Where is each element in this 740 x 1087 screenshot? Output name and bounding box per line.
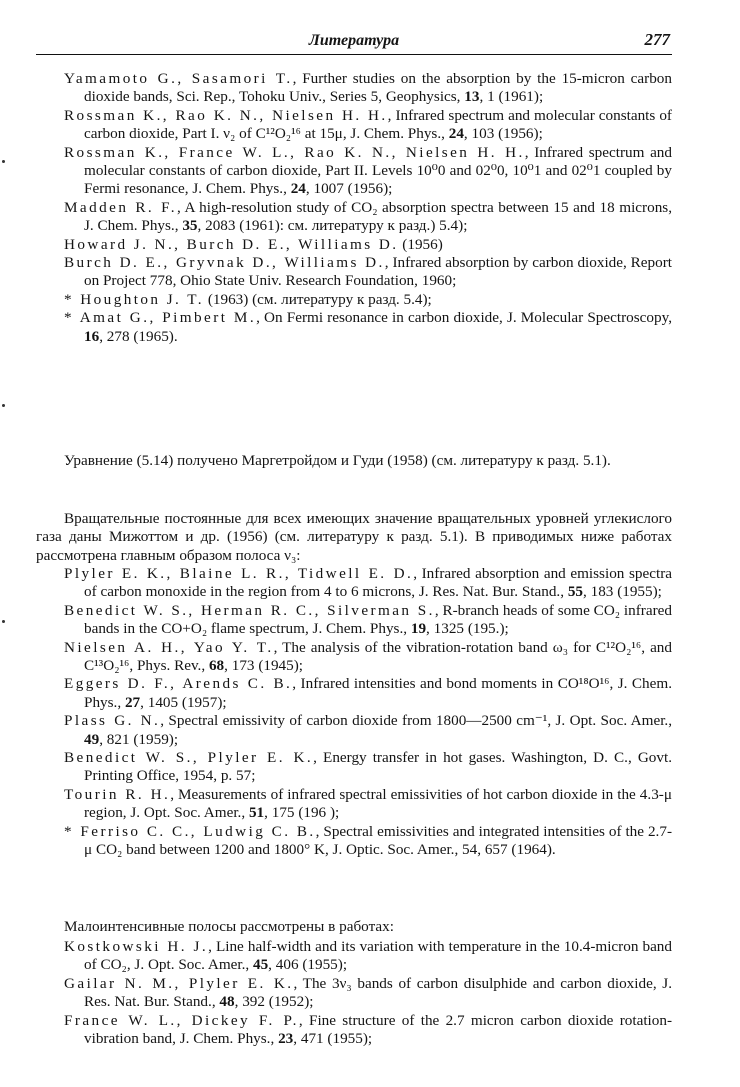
reference-item: Plass G. N., Spectral emissivity of carbon dioxide from 1800—2500 cm⁻¹, J. Opt. Soc. Amer., 49, 821 (1959); [64,712,673,748]
reference-item: Yamamoto G., Sasamori T., Further studies on the absorption by the 15-micron carbon dioxide bands, Sci. Rep., Tohoku Univ., Series 5, Geophysics, 13, 1 (1961); [64,70,672,106]
reference-item: * Amat G., Pimbert M., On Fermi resonance in carbon dioxide, J. Molecular Spectroscopy, 16, 278 (1965). [64,309,672,345]
reference-item: Gailar N. M., Plyler E. K., The 3ν₃ bands of carbon disulphide and carbon dioxide, J. Res. Nat. Bur. Stand., 48, 392 (1952); [64,974,672,1011]
reference-item: Tourin R. H., Measurements of infrared spectral emissivities of hot carbon dioxide in the 4.3-μ region, J. Opt. Soc. Amer., 51, 175 (196 ); [64,785,672,822]
reference-list-c [64,938,672,1048]
reference-item: Howard J. N., Burch D. E., Williams D. (1956) [64,235,443,253]
margin-dot [2,620,5,623]
margin-dot [2,404,5,407]
running-title: Литература [308,32,400,49]
reference-item: Benedict W. S., Plyler E. K., Energy transfer in hot gases. Washington, D. C., Govt. Printing Office, 1954, p. 57; [64,749,673,785]
reference-item: Kostkowski H. J., Line half-width and its variation with temperature in the 10.4-micron band of CO₂, J. Opt. Soc. Amer., 45, 406 (1955); [64,938,672,974]
reference-list-b [64,565,672,860]
reference-item: Rossman K., Rao K. N., Nielsen H. H., Infrared spectrum and molecular constants of carbon dioxide, Part I. ν₂ of C¹²O₂¹⁶ at 15μ, J. Chem. Phys., 24, 103 (1956); [64,106,672,143]
reference-list-a [64,70,672,346]
reference-item: * Houghton J. T. (1963) (см. литературу к разд. 5.4); [64,290,432,308]
body-paragraph: Малоинтенсивные полосы рассмотрены в работах: [64,918,394,935]
reference-item: Nielsen A. H., Yao Y. T., The analysis of the vibration-rotation band ω₃ for C¹²O₂¹⁶, and C¹³O₂¹⁶, Phys. Rev., 68, 173 (1945); [64,638,672,675]
reference-item: Burch D. E., Gryvnak D., Williams D., Infrared absorption by carbon dioxide, Report on Project 778, Ohio State Univ. Research Foundation, 1960; [64,254,672,290]
body-paragraph: Уравнение (5.14) получено Маргетройдом и Гуди (1958) (см. литературу к разд. 5.1). [64,452,611,469]
margin-dot [2,160,5,163]
reference-item: France W. L., Dickey F. P., Fine structure of the 2.7 micron carbon dioxide rotation-vibration band, J. Chem. Phys., 23, 471 (1955); [64,1011,673,1048]
reference-item: Eggers D. F., Arends C. B., Infrared intensities and bond moments in CO¹⁸O¹⁶, J. Chem. Phys., 27, 1405 (1957); [64,675,672,711]
reference-item: Rossman K., France W. L., Rao K. N., Nielsen H. H., Infrared spectrum and molecular constants of carbon dioxide, Part II. Levels 10⁰0 and 02⁰0, 10⁰1 and 02⁰1 coupled by Fermi resonance, J. Chem. Phys., 24, 1007 (1956); [64,143,672,198]
running-header [36,30,672,55]
reference-item: Madden R. F., A high-resolution study of CO₂ absorption spectra between 15 and 18 microns, J. Chem. Phys., 35, 2083 (1961): см. литературу к разд.) 5.4); [64,198,673,235]
body-paragraph: Вращательные постоянные для всех имеющих значение вращательных уровней углекислого газа даны Мижоттом и др. (1956) (см. литературу к разд. 5.1). В приводимых ниже работах рассмотрена главным образом полоса ν₃: [36,510,672,564]
reference-item: Plyler E. K., Blaine L. R., Tidwell E. D., Infrared absorption and emission spectra of carbon monoxide in the region from 4 to 6 microns, J. Res. Nat. Bur. Stand., 55, 183 (1955); [64,565,672,601]
reference-item: * Ferriso C. C., Ludwig C. B., Spectral emissivities and integrated intensities of the 2.7-μ CO₂ band between 1200 and 1800° K, J. Optic. Soc. Amer., 54, 657 (1964). [64,822,673,859]
reference-item: Benedict W. S., Herman R. C., Silverman S., R-branch heads of some CO₂ infrared bands in the CO+O₂ flame spectrum, J. Chem. Phys., 19, 1325 (195.); [64,601,672,638]
page-number: 277 [644,30,670,49]
